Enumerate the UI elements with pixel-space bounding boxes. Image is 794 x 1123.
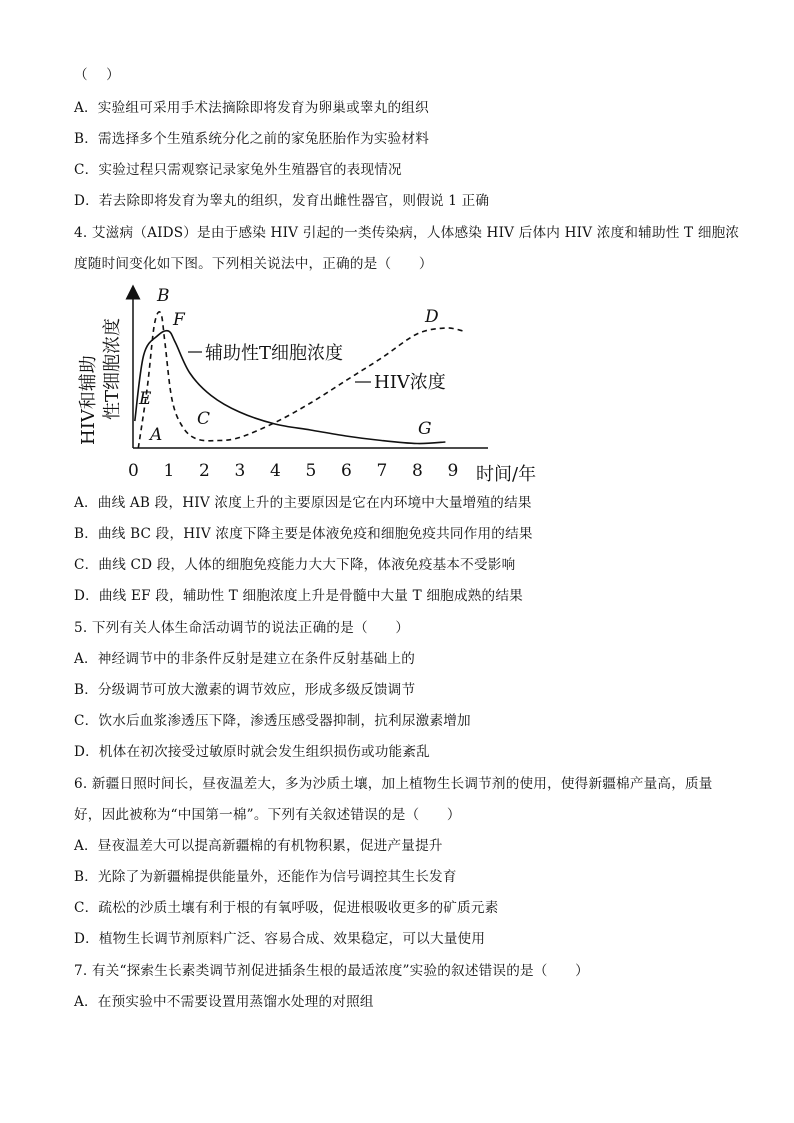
- x-tick-label: 2: [199, 461, 210, 481]
- text-line: C．曲线 CD 段，人体的细胞免疫能力大大下降，体液免疫基本不受影响: [74, 557, 516, 573]
- x-tick-label: 8: [412, 461, 423, 481]
- text-line: （ ）: [74, 67, 120, 83]
- t-cell-series-label: 辅助性T细胞浓度: [205, 343, 344, 364]
- x-tick-labels: [128, 461, 458, 481]
- line-chart: [78, 280, 548, 485]
- x-tick-label: 9: [447, 461, 459, 481]
- point-label-f: F: [173, 310, 185, 330]
- text-line: C．饮水后血浆渗透压下降，渗透压感受器抑制，抗利尿激素增加: [74, 713, 471, 729]
- hiv-series-label: HIV浓度: [374, 372, 446, 393]
- text-line: 4. 艾滋病（AIDS）是由于感染 HIV 引起的一类传染病，人体感染 HIV 后体内 HIV 浓度和辅助性 T 细胞浓: [74, 225, 740, 241]
- text-line: A．神经调节中的非条件反射是建立在条件反射基础上的: [74, 651, 416, 667]
- point-label-a: A: [150, 425, 163, 445]
- text-line: A．实验组可采用手术法摘除即将发育为卵巢或睾丸的组织: [74, 100, 429, 116]
- point-label-d: D: [425, 307, 439, 327]
- point-label-b: B: [157, 286, 170, 306]
- text-line: A．昼夜温差大可以提高新疆棉的有机物积累，促进产量提升: [74, 838, 443, 854]
- x-tick-label: 7: [376, 461, 388, 481]
- point-label-e: E: [139, 389, 152, 409]
- text-line: D．植物生长调节剂原料广泛、容易合成、效果稳定，可以大量使用: [74, 931, 486, 947]
- x-axis-label: 时间/年: [476, 464, 537, 485]
- x-tick-label: 5: [305, 461, 317, 481]
- x-tick-label: 6: [341, 461, 352, 481]
- x-tick-label: 0: [128, 461, 139, 481]
- text-line: D．曲线 EF 段，辅助性 T 细胞浓度上升是骨髓中大量 T 细胞成熟的结果: [74, 588, 523, 604]
- point-label-g: G: [418, 419, 432, 439]
- text-line: 7. 有关“探索生长素类调节剂促进插条生根的最适浓度”实验的叙述错误的是（ ）: [74, 963, 589, 979]
- text-line: B．需选择多个生殖系统分化之前的家兔胚胎作为实验材料: [74, 131, 430, 147]
- text-line: C．疏松的沙质土壤有利于根的有氧呼吸，促进根吸收更多的矿质元素: [74, 900, 499, 916]
- text-line: 好，因此被称为“中国第一棉”。下列有关叙述错误的是（ ）: [74, 807, 461, 823]
- text-line: 度随时间变化如下图。下列相关说法中，正确的是（ ）: [74, 256, 433, 272]
- text-line: D．若去除即将发育为睾丸的组织，发育出雌性器官，则假说 1 正确: [74, 193, 490, 209]
- x-tick-label: 3: [234, 461, 246, 481]
- text-line: 5. 下列有关人体生命活动调节的说法正确的是（ ）: [74, 620, 410, 636]
- text-line: B．曲线 BC 段，HIV 浓度下降主要是体液免疫和细胞免疫共同作用的结果: [74, 526, 533, 542]
- point-label-c: C: [197, 409, 211, 429]
- y-axis-label: [78, 318, 123, 445]
- x-tick-label: 4: [270, 461, 281, 481]
- hiv-figure: [78, 280, 548, 485]
- text-line: A．曲线 AB 段，HIV 浓度上升的主要原因是它在内环境中大量增殖的结果: [74, 495, 532, 511]
- x-tick-label: 1: [163, 461, 175, 481]
- text-line: B．光除了为新疆棉提供能量外，还能作为信号调控其生长发育: [74, 869, 457, 885]
- text-line: A．在预实验中不需要设置用蒸馏水处理的对照组: [74, 994, 374, 1010]
- y-axis-label-part: 性T细胞浓度: [102, 317, 123, 420]
- y-axis-label-part: HIV和辅助: [78, 355, 99, 445]
- text-line: B．分级调节可放大激素的调节效应，形成多级反馈调节: [74, 682, 416, 698]
- text-line: 6. 新疆日照时间长，昼夜温差大，多为沙质土壤，加上植物生长调节剂的使用，使得新疆棉产量高，质量: [74, 776, 713, 792]
- text-line: D．机体在初次接受过敏原时就会发生组织损伤或功能紊乱: [74, 744, 430, 760]
- text-line: C．实验过程只需观察记录家兔外生殖器官的表现情况: [74, 162, 402, 178]
